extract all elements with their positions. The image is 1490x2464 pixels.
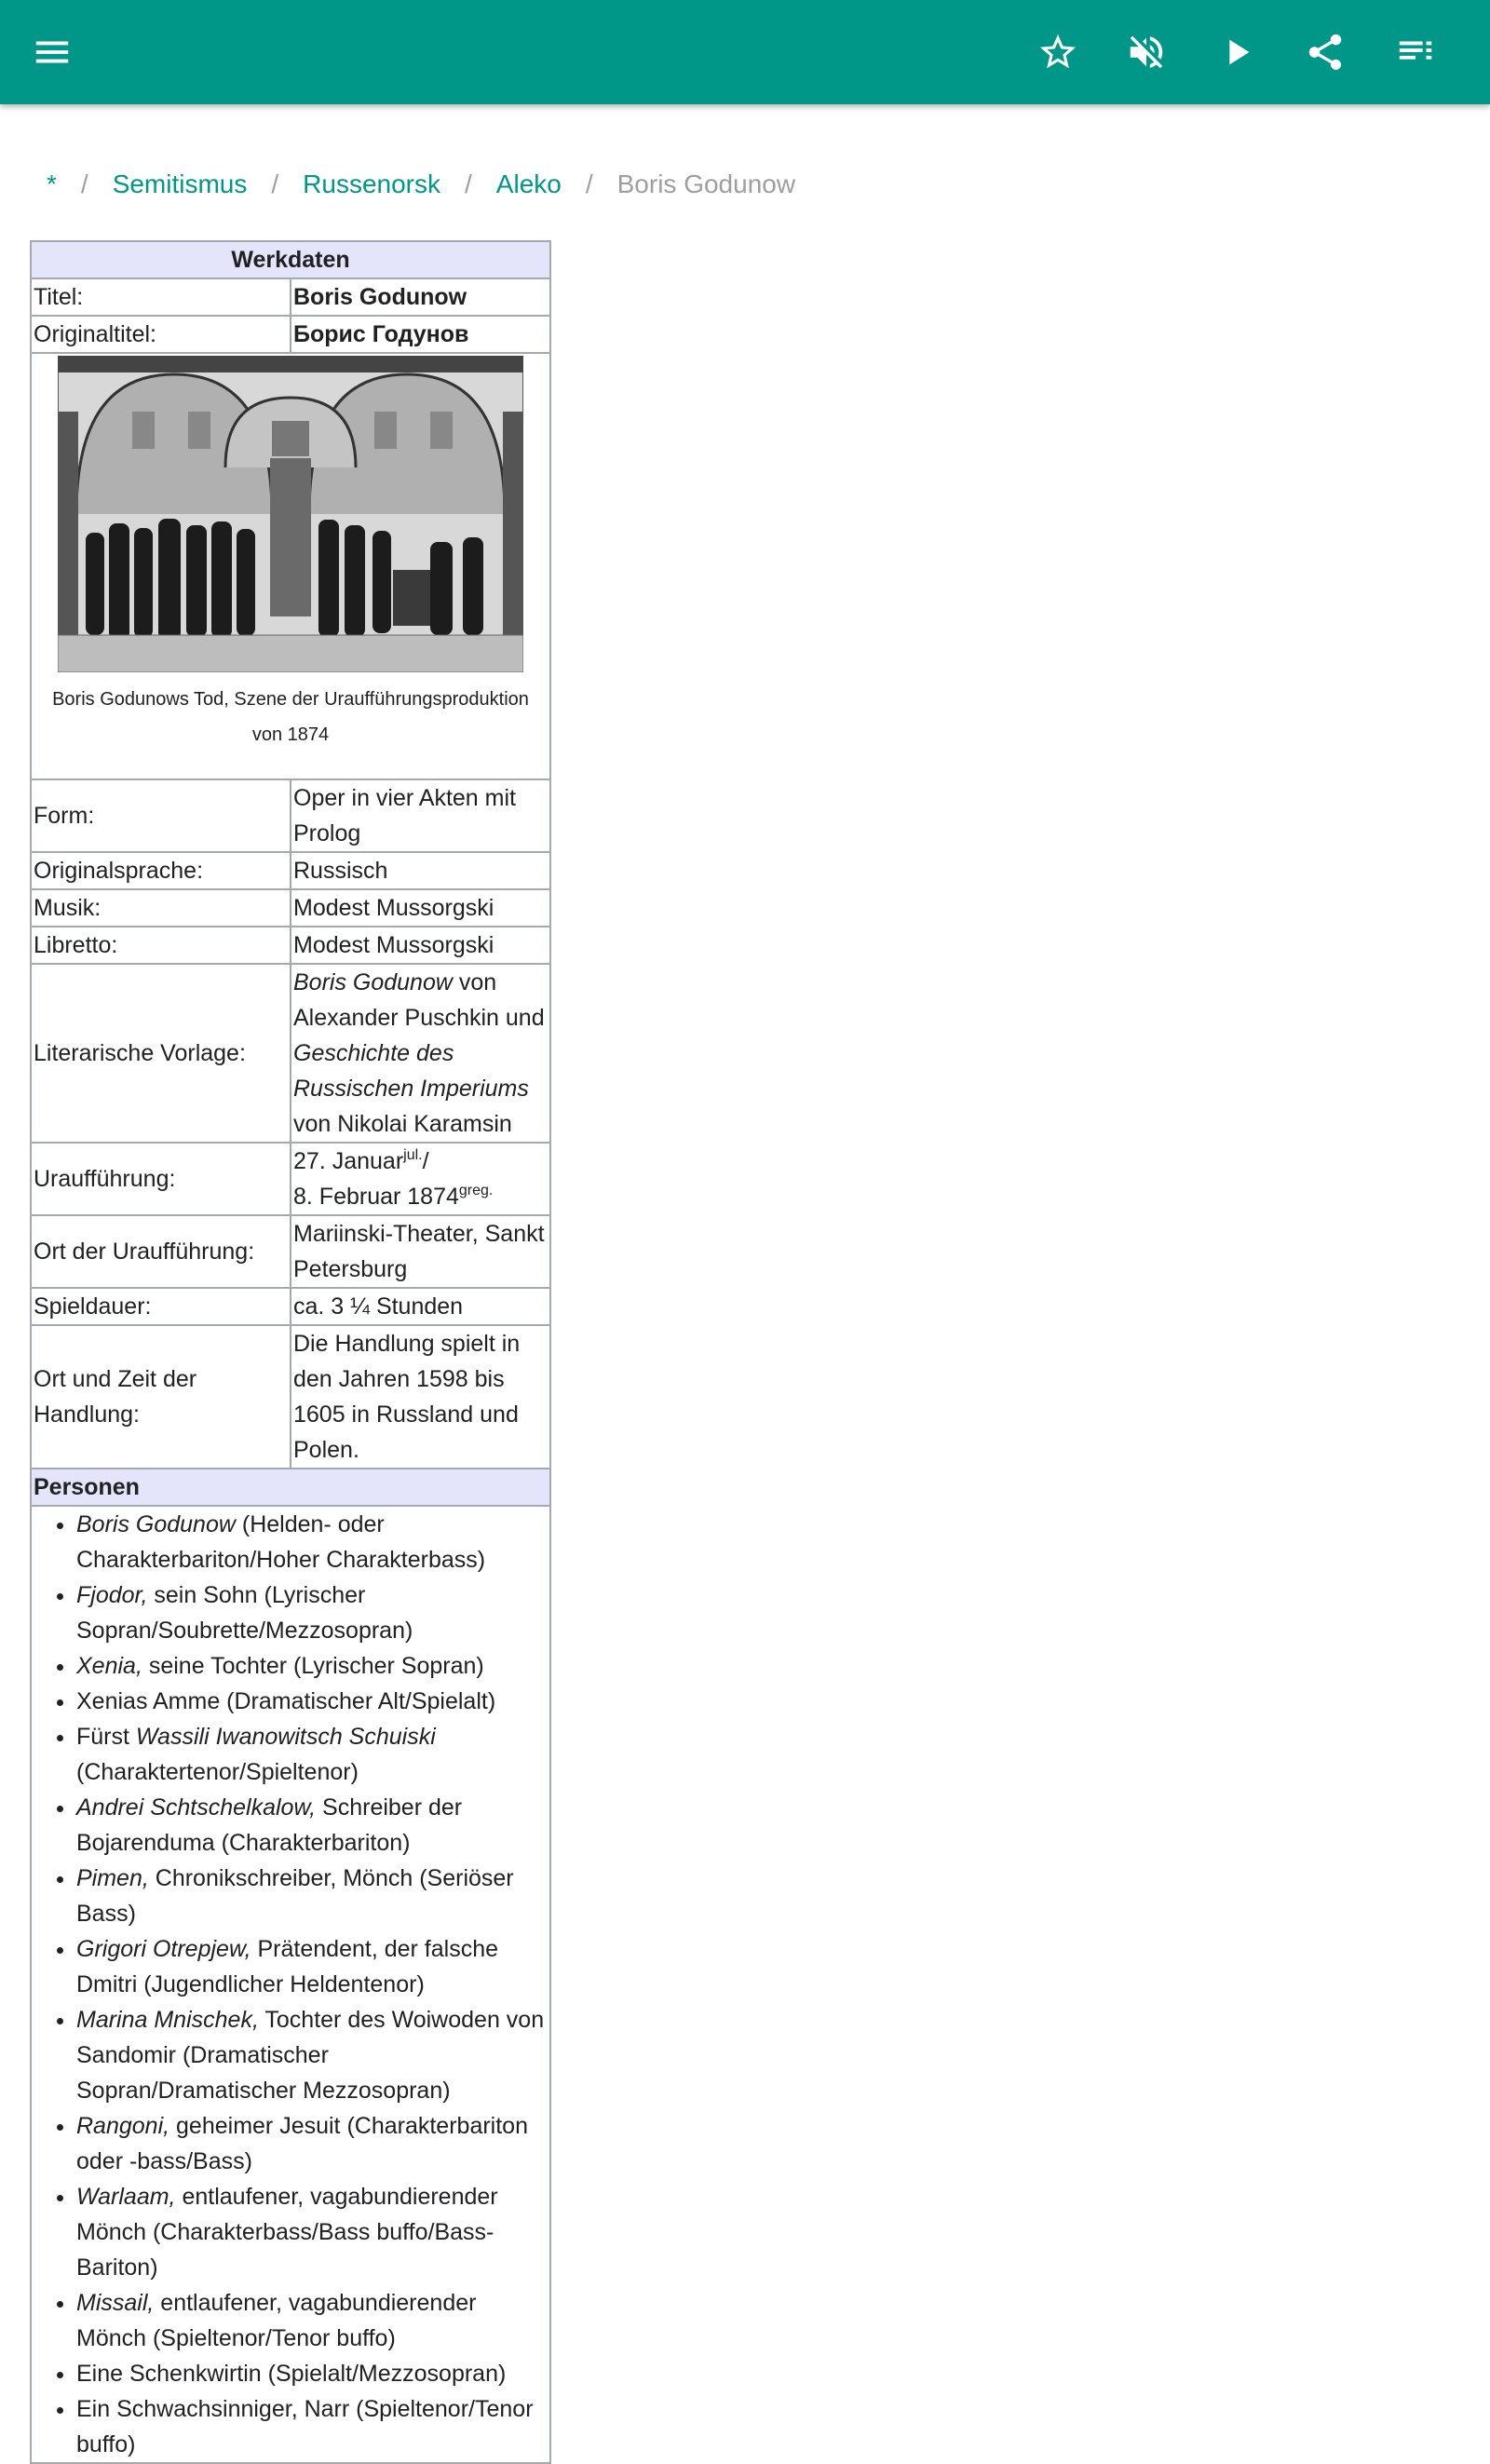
infobox-werkdaten <box>30 240 551 2464</box>
person-list-item <box>76 1648 549 1684</box>
image-cell <box>31 353 550 779</box>
urauffuehrung-label: Uraufführung: <box>31 1143 291 1215</box>
titel-label: Titel: <box>31 278 291 316</box>
vorlage-text: von Nikolai Karamsin <box>293 1111 512 1137</box>
person-name[interactable]: Andrei Schtschelkalow, <box>76 1794 317 1821</box>
person-list-item <box>76 1507 549 1577</box>
playlist-icon[interactable] <box>1388 24 1443 80</box>
person-description: (Helden- oder Charakterbariton/Hoher Charakterbass) <box>76 1511 486 1573</box>
person-description: Eine Schenkwirtin (Spielalt/Mezzosopran) <box>76 2361 507 2387</box>
person-list-item <box>76 1719 549 1790</box>
libretto-label: Libretto: <box>31 927 291 964</box>
premiere-scene-image[interactable] <box>58 356 523 672</box>
breadcrumb-separator: / <box>80 169 88 198</box>
breadcrumb <box>47 166 795 203</box>
urauffuehrung-date-gregorian: 8. Februar 1874 <box>293 1184 459 1210</box>
person-description: Schreiber der Bojarenduma (Charakterbariton) <box>76 1794 463 1856</box>
person-name[interactable]: Xenia, <box>76 1653 142 1679</box>
person-list-item <box>76 1790 549 1861</box>
person-list-item <box>76 2002 549 2108</box>
person-list-item <box>76 1684 549 1719</box>
person-list-item <box>76 2391 549 2462</box>
spieldauer-label: Spieldauer: <box>31 1288 291 1325</box>
form-label: Form: <box>31 779 291 852</box>
literarische-vorlage-label: Literarische Vorlage: <box>31 964 291 1143</box>
gregorian-marker: greg. <box>458 1183 494 1198</box>
originalsprache-value[interactable]: Russisch <box>291 852 550 889</box>
app-bar <box>0 0 1490 104</box>
person-list-item <box>76 1931 549 2002</box>
person-list-item <box>76 2108 549 2179</box>
literarische-vorlage-value <box>291 964 550 1143</box>
vorlage-work-karamsin[interactable]: Geschichte des Russischen Imperiums <box>293 1040 529 1102</box>
handlung-label: Ort und Zeit der Handlung: <box>31 1325 291 1469</box>
person-description: Chronikschreiber, Mönch (Seriöser Bass) <box>76 1865 514 1927</box>
originaltitel-value: Борис Годунов <box>291 316 550 353</box>
originalsprache-label: Originalsprache: <box>31 852 291 889</box>
share-icon[interactable] <box>1297 24 1353 80</box>
person-description: Prätendent, der falsche Dmitri (Jugendlicher Heldentenor) <box>76 1936 499 1997</box>
originaltitel-label: Originaltitel: <box>31 316 291 353</box>
person-description: seine Tochter (Lyrischer Sopran) <box>142 1653 484 1679</box>
urauffuehrung-value <box>291 1143 550 1215</box>
play-icon[interactable] <box>1209 24 1265 80</box>
person-name[interactable]: Fjodor, <box>76 1582 148 1608</box>
menu-icon[interactable] <box>24 24 80 80</box>
breadcrumb-current: Boris Godunow <box>616 169 796 198</box>
person-list-item <box>76 2285 549 2356</box>
breadcrumb-item-root[interactable]: * <box>47 169 57 198</box>
person-description: (Charaktertenor/Spieltenor) <box>76 1759 359 1785</box>
person-description: sein Sohn (Lyrischer Sopran/Soubrette/Mezzosopran) <box>76 1582 413 1644</box>
star-outline-icon[interactable] <box>1030 24 1086 80</box>
person-description: entlaufener, vagabundierender Mönch (Charakterbass/Bass buffo/Bass-Bariton) <box>76 2184 498 2281</box>
infobox-header: Werkdaten <box>31 241 550 278</box>
breadcrumb-separator: / <box>271 169 279 198</box>
person-name[interactable]: Marina Mnischek, <box>76 2007 259 2033</box>
urauffuehrung-date-julian: 27. Januar <box>293 1148 404 1174</box>
person-name[interactable]: Rangoni, <box>76 2113 170 2139</box>
julian-marker: jul. <box>403 1147 423 1163</box>
personen-header: Personen <box>31 1469 550 1506</box>
vorlage-work-puschkin[interactable]: Boris Godunow <box>293 969 453 995</box>
person-list-item <box>76 1861 549 1931</box>
person-description: Fürst <box>76 1724 136 1750</box>
musik-value[interactable]: Modest Mussorgski <box>291 889 550 927</box>
person-name[interactable]: Warlaam, <box>76 2184 176 2210</box>
vorlage-text: von Alexander Puschkin und <box>293 969 545 1031</box>
musik-label: Musik: <box>31 889 291 927</box>
person-name[interactable]: Grigori Otrepjew, <box>76 1936 251 1962</box>
personen-list <box>32 1507 549 2462</box>
ort-urauffuehrung-label: Ort der Uraufführung: <box>31 1215 291 1288</box>
image-caption: Boris Godunows Tod, Szene der Uraufführungsproduktion von 1874 <box>52 689 529 745</box>
personen-list-cell <box>31 1506 550 2463</box>
libretto-value[interactable]: Modest Mussorgski <box>291 927 550 964</box>
date-separator: / <box>422 1148 429 1174</box>
person-name[interactable]: Wassili Iwanowitsch Schuiski <box>135 1724 436 1750</box>
person-description: geheimer Jesuit (Charakterbariton oder -bass/Bass) <box>76 2113 528 2174</box>
breadcrumb-item-russenorsk[interactable]: Russenorsk <box>303 169 441 198</box>
person-name[interactable]: Pimen, <box>76 1865 149 1891</box>
titel-value: Boris Godunow <box>291 278 550 316</box>
form-value: Oper in vier Akten mit Prolog <box>291 779 550 852</box>
breadcrumb-separator: / <box>585 169 593 198</box>
breadcrumb-separator: / <box>465 169 472 198</box>
volume-off-icon[interactable] <box>1118 24 1174 80</box>
handlung-value: Die Handlung spielt in den Jahren 1598 bis 1605 in Russland und Polen. <box>291 1325 550 1469</box>
person-description: Ein Schwachsinniger, Narr (Spieltenor/Tenor buffo) <box>76 2396 534 2457</box>
ort-urauffuehrung-value[interactable]: Mariinski-Theater, Sankt Petersburg <box>291 1215 550 1288</box>
person-list-item <box>76 2356 549 2391</box>
breadcrumb-item-semitismus[interactable]: Semitismus <box>112 169 248 198</box>
person-name[interactable]: Missail, <box>76 2290 155 2316</box>
person-name[interactable]: Boris Godunow <box>76 1511 236 1537</box>
person-description: Tochter des Woiwoden von Sandomir (Dramatischer Sopran/Dramatischer Mezzosopran) <box>76 2007 545 2104</box>
breadcrumb-item-aleko[interactable]: Aleko <box>495 169 562 198</box>
person-list-item <box>76 2179 549 2285</box>
person-description: Xenias Amme (Dramatischer Alt/Spielalt) <box>76 1688 496 1714</box>
person-description: entlaufener, vagabundierender Mönch (Spieltenor/Tenor buffo) <box>76 2290 477 2351</box>
person-list-item <box>76 1577 549 1648</box>
spieldauer-value: ca. 3 ¼ Stunden <box>291 1288 550 1325</box>
engraving-illustration <box>58 356 523 672</box>
